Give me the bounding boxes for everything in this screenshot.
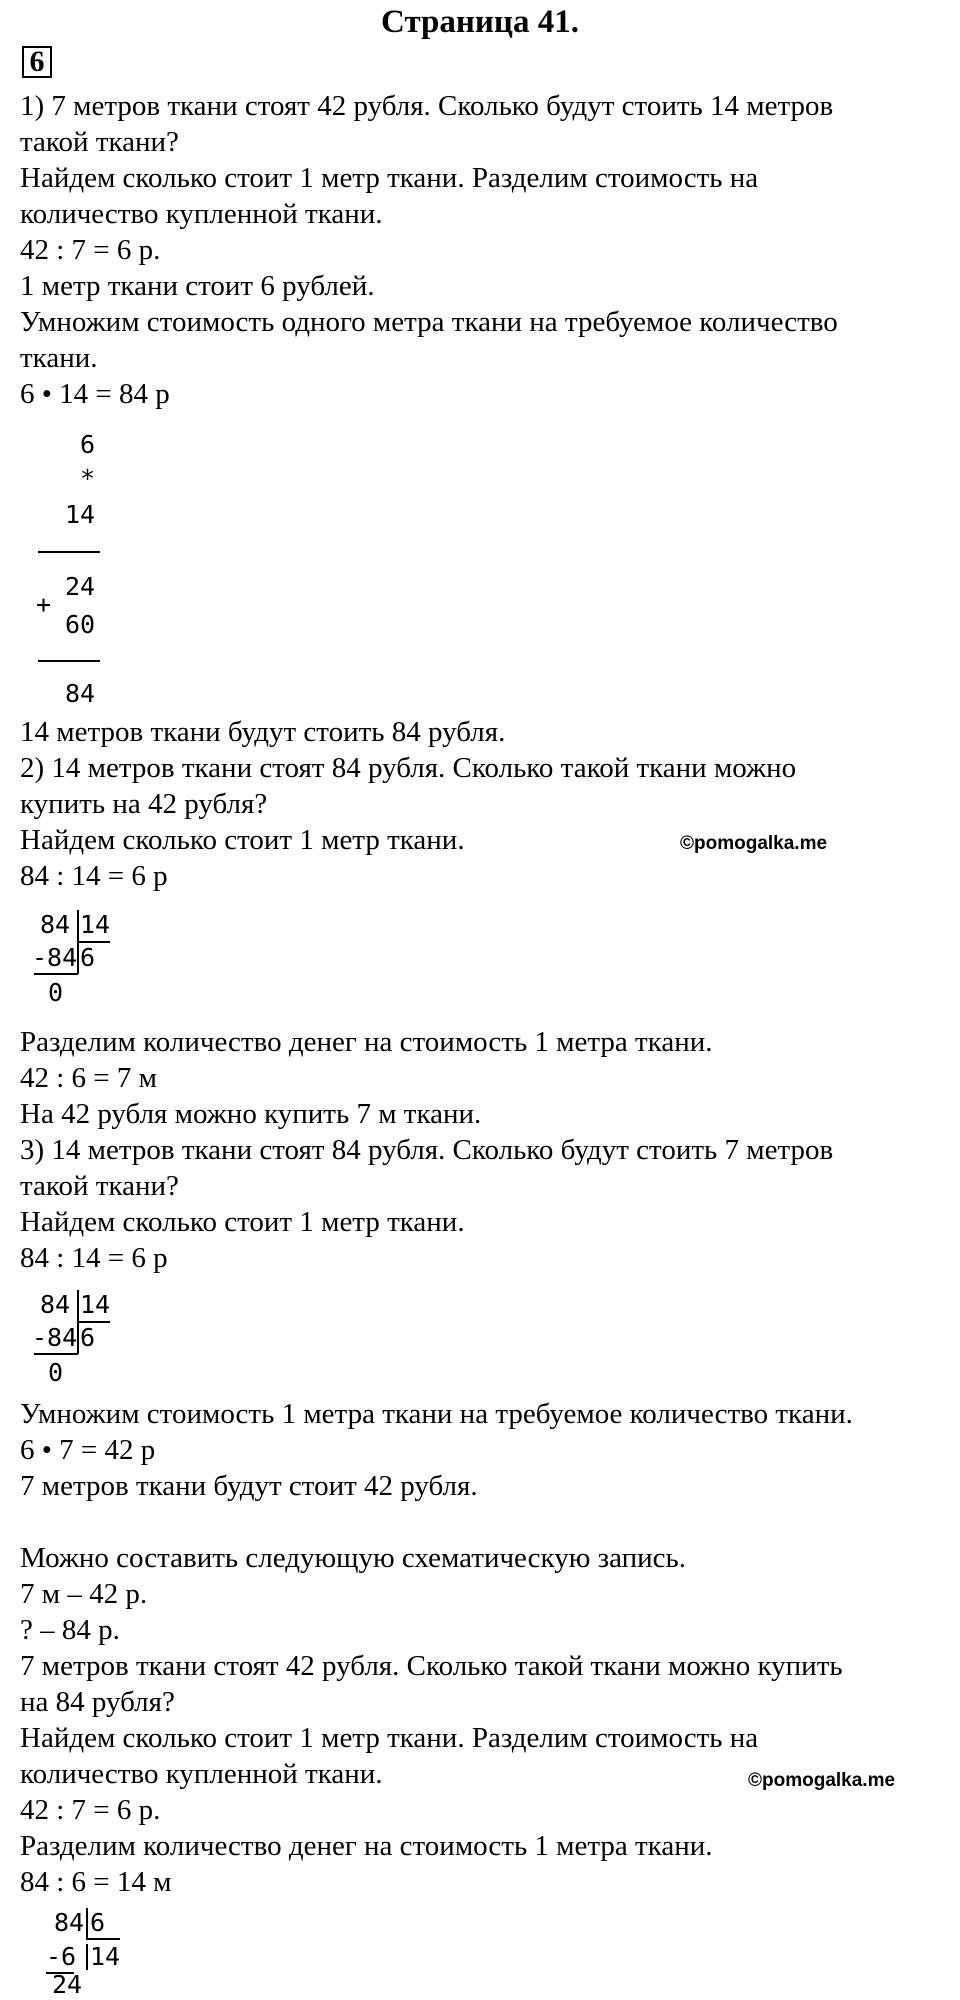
quotient: 14 bbox=[90, 1942, 121, 1971]
divisor: 14 bbox=[80, 1290, 111, 1319]
partial-product-1: 24 bbox=[65, 572, 96, 601]
subtrahend: -84 bbox=[32, 1323, 78, 1352]
text-line: 42 : 7 = 6 р. bbox=[20, 234, 161, 266]
text-line: 42 : 6 = 7 м bbox=[20, 1062, 158, 1094]
subtrahend-underline bbox=[34, 1353, 78, 1355]
text-line: количество купленной ткани. bbox=[20, 1758, 383, 1790]
text-line: 14 метров ткани будут стоить 84 рубля. bbox=[20, 716, 506, 748]
subtrahend: -6 bbox=[46, 1942, 77, 1971]
subtrahend: -84 bbox=[32, 943, 78, 972]
text-line: купить на 42 рубля? bbox=[20, 788, 268, 820]
divider-line bbox=[38, 551, 100, 553]
text-line: 1 метр ткани стоит 6 рублей. bbox=[20, 270, 375, 302]
remainder: 0 bbox=[48, 1358, 64, 1387]
text-line: ткани. bbox=[20, 342, 98, 374]
watermark: ©pomogalka.me bbox=[748, 1770, 896, 1791]
text-line: Разделим количество денег на стоимость 1 метра ткани. bbox=[20, 1026, 713, 1058]
text-line: такой ткани? bbox=[20, 126, 179, 158]
divisor: 6 bbox=[90, 1908, 106, 1937]
text-line: 2) 14 метров ткани стоят 84 рубля. Сколько такой ткани можно bbox=[20, 752, 797, 784]
divisor-underline bbox=[86, 1938, 120, 1940]
text-line: 1) 7 метров ткани стоят 42 рубля. Сколько будут стоить 14 метров bbox=[20, 90, 834, 122]
remainder: 0 bbox=[48, 978, 64, 1007]
text-line: На 42 рубля можно купить 7 м ткани. bbox=[20, 1098, 482, 1130]
text-line: количество купленной ткани. bbox=[20, 198, 383, 230]
text-line: 6 • 7 = 42 р bbox=[20, 1434, 156, 1466]
dividend: 84 bbox=[54, 1908, 85, 1937]
text-line: Найдем сколько стоит 1 метр ткани. bbox=[20, 824, 465, 856]
text-line: Можно составить следующую схематическую запись. bbox=[20, 1542, 686, 1574]
text-line: 3) 14 метров ткани стоят 84 рубля. Сколько будут стоить 7 метров bbox=[20, 1134, 834, 1166]
text-line: Найдем сколько стоит 1 метр ткани. Разделим стоимость на bbox=[20, 162, 759, 194]
text-line: 7 метров ткани стоят 42 рубля. Сколько такой ткани можно купить bbox=[20, 1650, 843, 1682]
quotient: 6 bbox=[80, 1323, 96, 1352]
watermark: ©pomogalka.me bbox=[680, 833, 828, 854]
text-line: 7 метров ткани будут стоит 42 рубля. bbox=[20, 1470, 478, 1502]
text-line: такой ткани? bbox=[20, 1170, 179, 1202]
text-line: 84 : 14 = 6 р bbox=[20, 1242, 168, 1274]
task-number: 6 bbox=[22, 46, 52, 78]
partial-product-2: 60 bbox=[65, 610, 96, 639]
dividend: 84 bbox=[40, 1290, 71, 1319]
text-line: ? – 84 р. bbox=[20, 1614, 120, 1646]
text-line: 84 : 14 = 6 р bbox=[20, 860, 168, 892]
divider-line bbox=[38, 660, 100, 662]
text-line: 7 м – 42 р. bbox=[20, 1578, 148, 1610]
multiply-sign: * bbox=[80, 464, 96, 493]
page-title: Страница 41. bbox=[381, 4, 579, 40]
text-line: на 84 рубля? bbox=[20, 1686, 175, 1718]
text-line: Умножим стоимость 1 метра ткани на требуемое количество ткани. bbox=[20, 1398, 853, 1430]
text-line: Найдем сколько стоит 1 метр ткани. Разделим стоимость на bbox=[20, 1722, 759, 1754]
subtrahend-underline bbox=[34, 973, 78, 975]
quotient: 6 bbox=[80, 943, 96, 972]
text-line: 42 : 7 = 6 р. bbox=[20, 1794, 161, 1826]
dividend: 84 bbox=[40, 910, 71, 939]
product-result: 84 bbox=[65, 679, 96, 708]
text-line: 84 : 6 = 14 м bbox=[20, 1866, 172, 1898]
plus-sign: + bbox=[36, 590, 52, 619]
text-line: Найдем сколько стоит 1 метр ткани. bbox=[20, 1206, 465, 1238]
text-line: Разделим количество денег на стоимость 1 метра ткани. bbox=[20, 1830, 713, 1862]
text-line: Умножим стоимость одного метра ткани на требуемое количество bbox=[20, 306, 838, 338]
division-bar bbox=[86, 1908, 88, 1938]
division-bar bbox=[86, 1944, 88, 1970]
multiplier: 14 bbox=[65, 500, 96, 529]
text-line: 6 • 14 = 84 р bbox=[20, 378, 170, 410]
remainder: 24 bbox=[52, 1970, 83, 1999]
divisor: 14 bbox=[80, 910, 111, 939]
multiplicand: 6 bbox=[80, 430, 96, 459]
